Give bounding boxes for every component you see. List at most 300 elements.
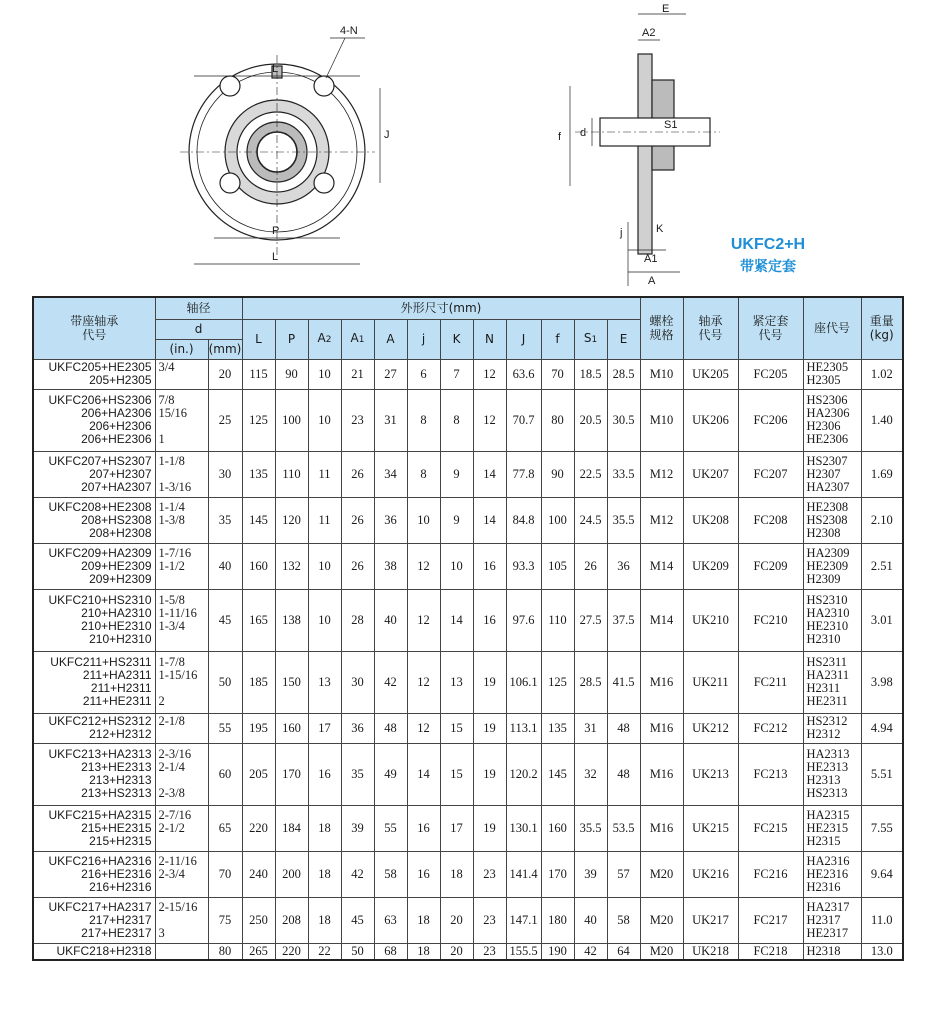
cell-dim: 13: [308, 651, 341, 713]
cell-dim: 16: [407, 805, 440, 851]
model-subtitle: 带紧定套: [740, 259, 796, 275]
cell-dim: 138: [275, 589, 308, 651]
inch-size: 2-11/16: [158, 853, 197, 868]
cell-dim: 18: [440, 851, 473, 897]
cell-dim: 36: [341, 713, 374, 743]
cell-dim: 6: [407, 359, 440, 389]
cell-dim: 100: [275, 389, 308, 451]
header-col-L: L: [242, 319, 275, 359]
label-j: j: [620, 227, 623, 239]
cell-dim: 97.6: [506, 589, 541, 651]
cell-dim: 57: [607, 851, 640, 897]
bearing-model: 205+H2305: [89, 373, 152, 387]
cell-dim: 105: [541, 543, 574, 589]
cell-dim: 55: [374, 805, 407, 851]
cell-dim: 35: [341, 743, 374, 805]
cell-inch: [155, 943, 208, 960]
cell-bearing-model: [33, 589, 155, 651]
cell-dim: 70.7: [506, 389, 541, 451]
cell-dim: 58: [374, 851, 407, 897]
cell-dim: 42: [341, 851, 374, 897]
header-col-j: j: [407, 319, 440, 359]
cell-dim: 113.1: [506, 713, 541, 743]
cell-sleeve: FC208: [738, 497, 803, 543]
label-holes: 4-N: [340, 25, 358, 37]
inch-size: [159, 728, 208, 741]
cell-inch: [155, 543, 208, 589]
bearing-model: 217+HE2317: [81, 925, 152, 940]
label-P: P: [272, 225, 280, 237]
cell-inch: [155, 851, 208, 897]
cell-bearing-code: UK208: [683, 497, 738, 543]
seat-code: H2311: [806, 681, 841, 695]
inch-size: [159, 835, 208, 848]
seat-code: HA2317: [806, 899, 850, 914]
inch-size: 1-3/8: [158, 512, 185, 527]
cell-dim: 12: [473, 389, 506, 451]
bearing-model: 208+H2308: [89, 525, 152, 540]
cell-bolt: M14: [640, 543, 683, 589]
label-E: E: [662, 3, 670, 15]
bearing-model: UKFC217+HA2317: [48, 899, 152, 914]
cell-dim: 26: [341, 451, 374, 497]
seat-code: HA2309: [806, 545, 850, 560]
cell-mm: 70: [208, 851, 242, 897]
cell-sleeve: FC216: [738, 851, 803, 897]
header-bearing-model: 带座轴承 代号: [33, 297, 155, 359]
bearing-model: 207+H2307: [89, 466, 152, 481]
cell-sleeve: FC205: [738, 359, 803, 389]
cell-dim: 110: [275, 451, 308, 497]
seat-code: HS2306: [806, 393, 848, 407]
cell-dim: 36: [607, 543, 640, 589]
seat-code: H2308: [806, 525, 841, 540]
bearing-model: UKFC207+HS2307: [48, 453, 152, 468]
cell-seat: [803, 589, 861, 651]
cell-dim: 160: [541, 805, 574, 851]
cell-seat: [803, 897, 861, 943]
table-row: [33, 805, 903, 851]
cell-dim: 23: [341, 389, 374, 451]
cell-dim: 21: [341, 359, 374, 389]
cell-bolt: M12: [640, 497, 683, 543]
cell-dim: 106.1: [506, 651, 541, 713]
label-L-bottom: L: [272, 251, 279, 263]
cell-dim: 77.8: [506, 451, 541, 497]
bearing-model: 211+HE2311: [82, 694, 152, 708]
cell-seat: [803, 805, 861, 851]
header-dimensions: 外形尺寸(mm): [242, 297, 640, 319]
cell-dim: 18: [407, 897, 440, 943]
header-col-N: N: [473, 319, 506, 359]
cell-bolt: M16: [640, 651, 683, 713]
cell-dim: 40: [574, 897, 607, 943]
cell-dim: 14: [407, 743, 440, 805]
cell-dim: 39: [574, 851, 607, 897]
bearing-model: 206+H2306: [89, 419, 152, 433]
cell-seat: [803, 713, 861, 743]
inch-size: 2-1/4: [158, 760, 185, 774]
cell-dim: 160: [242, 543, 275, 589]
inch-size: 1-11/16: [158, 606, 197, 620]
inch-size: 1-1/4: [158, 499, 185, 514]
seat-code: HE2315: [806, 820, 849, 835]
bearing-model: 212+H2312: [89, 727, 152, 741]
seat-code: HE2317: [806, 925, 849, 940]
cell-inch: [155, 389, 208, 451]
cell-mm: 35: [208, 497, 242, 543]
table-row: [33, 389, 903, 451]
label-L-top: L: [272, 63, 279, 75]
cell-dim: 34: [374, 451, 407, 497]
seat-code: HS2311: [806, 655, 848, 669]
inch-size: 3/4: [158, 360, 175, 374]
cell-sleeve: FC212: [738, 713, 803, 743]
cell-dim: 35.5: [607, 497, 640, 543]
header-col-J: J: [506, 319, 541, 359]
cell-dim: 184: [275, 805, 308, 851]
seat-code: HS2310: [806, 593, 848, 607]
cell-dim: 155.5: [506, 943, 541, 960]
cell-dim: 20: [440, 943, 473, 960]
cell-bolt: M16: [640, 805, 683, 851]
cell-bearing-code: UK218: [683, 943, 738, 960]
cell-bearing-model: [33, 743, 155, 805]
cell-mm: 50: [208, 651, 242, 713]
seat-code: HE2310: [806, 619, 849, 633]
bearing-model: UKFC208+HE2308: [48, 499, 152, 514]
seat-code: HE2313: [806, 760, 849, 774]
cell-dim: 23: [473, 851, 506, 897]
cell-dim: 48: [607, 743, 640, 805]
cell-dim: 10: [308, 389, 341, 451]
header-inch-unit: (in.): [155, 339, 208, 359]
bearing-model: UKFC210+HS2310: [48, 593, 152, 607]
header-col-E: E: [607, 319, 640, 359]
cell-dim: 11: [308, 451, 341, 497]
inch-size: [159, 633, 208, 646]
inch-size: [159, 527, 208, 540]
cell-dim: 16: [407, 851, 440, 897]
table-row: [33, 451, 903, 497]
cell-dim: 195: [242, 713, 275, 743]
table-row: [33, 359, 903, 389]
cell-bearing-code: UK217: [683, 897, 738, 943]
cell-dim: 26: [574, 543, 607, 589]
cell-mm: 80: [208, 943, 242, 960]
header-weight: 重量 (kg): [861, 297, 903, 359]
cell-inch: [155, 497, 208, 543]
label-A1: A1: [644, 253, 658, 265]
cell-dim: 40: [374, 589, 407, 651]
cell-dim: 35.5: [574, 805, 607, 851]
cell-bolt: M16: [640, 713, 683, 743]
cell-dim: 100: [541, 497, 574, 543]
cell-dim: 42: [374, 651, 407, 713]
seat-code: HS2308: [806, 512, 848, 527]
inch-size: [159, 881, 208, 894]
seat-code: H2312: [806, 727, 841, 741]
cell-bolt: M16: [640, 743, 683, 805]
cell-weight: 5.51: [861, 743, 903, 805]
cell-dim: 31: [374, 389, 407, 451]
cell-dim: 48: [607, 713, 640, 743]
header-col-K: K: [440, 319, 473, 359]
seat-code: HA2315: [806, 807, 850, 822]
cell-mm: 20: [208, 359, 242, 389]
cell-inch: [155, 743, 208, 805]
bearing-model: UKFC211+HS2311: [50, 655, 152, 669]
cell-dim: 120: [275, 497, 308, 543]
cell-dim: 8: [407, 389, 440, 451]
cell-dim: 120.2: [506, 743, 541, 805]
bearing-model: UKFC205+HE2305: [48, 360, 152, 374]
label-A2: A2: [642, 27, 656, 39]
spec-table: [32, 296, 904, 961]
bearing-model: UKFC213+HA2313: [48, 747, 152, 761]
cell-dim: 27: [374, 359, 407, 389]
cell-dim: 19: [473, 651, 506, 713]
cell-dim: 125: [242, 389, 275, 451]
cell-dim: 39: [341, 805, 374, 851]
cell-bolt: M10: [640, 359, 683, 389]
cell-dim: 17: [308, 713, 341, 743]
label-A: A: [648, 275, 656, 287]
bearing-model: 213+HE2313: [81, 760, 152, 774]
cell-mm: 65: [208, 805, 242, 851]
cell-dim: 84.8: [506, 497, 541, 543]
cell-sleeve: FC217: [738, 897, 803, 943]
cell-dim: 220: [275, 943, 308, 960]
cell-mm: 45: [208, 589, 242, 651]
cell-weight: 13.0: [861, 943, 903, 960]
cell-dim: 12: [407, 543, 440, 589]
seat-code: HE2309: [806, 558, 849, 573]
cell-dim: 18: [308, 897, 341, 943]
cell-seat: [803, 743, 861, 805]
inch-size: 1-5/8: [158, 593, 185, 607]
inch-size: [159, 468, 208, 481]
cell-dim: 18: [407, 943, 440, 960]
cell-dim: 130.1: [506, 805, 541, 851]
cell-dim: 141.4: [506, 851, 541, 897]
cell-mm: 60: [208, 743, 242, 805]
bearing-model: 206+HA2306: [81, 406, 152, 420]
seat-code: HA2316: [806, 853, 850, 868]
cell-dim: 12: [473, 359, 506, 389]
cell-dim: 16: [473, 543, 506, 589]
cell-bearing-model: [33, 851, 155, 897]
inch-size: [159, 573, 208, 586]
label-S1: S1: [664, 119, 678, 131]
inch-size: 2-15/16: [158, 899, 198, 914]
cell-weight: 3.98: [861, 651, 903, 713]
cell-bearing-code: UK206: [683, 389, 738, 451]
cell-dim: 27.5: [574, 589, 607, 651]
inch-size: 2-3/8: [158, 786, 185, 800]
cell-dim: 200: [275, 851, 308, 897]
cell-dim: 190: [541, 943, 574, 960]
seat-code: HS2307: [806, 453, 848, 468]
table-row: [33, 743, 903, 805]
seat-code: HA2311: [806, 668, 850, 682]
seat-code: H2317: [806, 912, 841, 927]
cell-dim: 180: [541, 897, 574, 943]
inch-size: 2-1/8: [158, 714, 185, 728]
cell-bearing-model: [33, 943, 155, 960]
cell-dim: 12: [407, 589, 440, 651]
cell-dim: 26: [341, 497, 374, 543]
seat-code: HA2313: [806, 747, 850, 761]
table-row: [33, 543, 903, 589]
cell-dim: 23: [473, 897, 506, 943]
cell-dim: 8: [440, 389, 473, 451]
inch-size: [159, 420, 208, 433]
cell-dim: 80: [541, 389, 574, 451]
cell-bolt: M10: [640, 389, 683, 451]
header-bolt: 螺栓 规格: [640, 297, 683, 359]
cell-dim: 33.5: [607, 451, 640, 497]
inch-size: 2-7/16: [158, 807, 192, 822]
bearing-model: 210+HA2310: [81, 606, 152, 620]
cell-weight: 1.40: [861, 389, 903, 451]
cell-inch: [155, 805, 208, 851]
cell-dim: 8: [407, 451, 440, 497]
cell-mm: 40: [208, 543, 242, 589]
cell-dim: 31: [574, 713, 607, 743]
bearing-model: 211+H2311: [90, 681, 152, 695]
cell-bearing-model: [33, 359, 155, 389]
bearing-model: UKFC218+H2318: [56, 943, 152, 958]
inch-size: 1-3/4: [158, 619, 185, 633]
cell-dim: 15: [440, 743, 473, 805]
seat-code: H2315: [806, 833, 841, 848]
cell-dim: 63: [374, 897, 407, 943]
cell-dim: 170: [541, 851, 574, 897]
label-K: K: [656, 223, 664, 235]
cell-dim: 63.6: [506, 359, 541, 389]
cell-dim: 170: [275, 743, 308, 805]
cell-bolt: M20: [640, 943, 683, 960]
cell-dim: 41.5: [607, 651, 640, 713]
cell-dim: 16: [308, 743, 341, 805]
cell-dim: 49: [374, 743, 407, 805]
bearing-model: 215+H2315: [89, 833, 152, 848]
cell-dim: 90: [541, 451, 574, 497]
cell-bearing-model: [33, 389, 155, 451]
cell-dim: 23: [473, 943, 506, 960]
cell-seat: [803, 543, 861, 589]
cell-dim: 37.5: [607, 589, 640, 651]
cell-mm: 75: [208, 897, 242, 943]
cell-dim: 18: [308, 805, 341, 851]
cell-bearing-code: UK211: [683, 651, 738, 713]
seat-code: H2307: [806, 466, 841, 481]
cell-inch: [155, 359, 208, 389]
cell-dim: 11: [308, 497, 341, 543]
inch-size: [159, 682, 208, 695]
table-row: [33, 497, 903, 543]
seat-code: HE2311: [806, 694, 848, 708]
cell-dim: 185: [242, 651, 275, 713]
bearing-model: 209+HE2309: [81, 558, 152, 573]
label-f: f: [558, 131, 562, 143]
seat-code: HE2316: [806, 866, 849, 881]
cell-bearing-model: [33, 543, 155, 589]
inch-size: 1-7/16: [158, 545, 192, 560]
bearing-model: 210+H2310: [89, 632, 152, 646]
cell-dim: 18: [308, 851, 341, 897]
cell-sleeve: FC218: [738, 943, 803, 960]
cell-mm: 55: [208, 713, 242, 743]
cell-dim: 17: [440, 805, 473, 851]
cell-dim: 15: [440, 713, 473, 743]
cell-weight: 3.01: [861, 589, 903, 651]
cell-bearing-code: UK216: [683, 851, 738, 897]
cell-dim: 9: [440, 451, 473, 497]
bearing-model: UKFC215+HA2315: [48, 807, 152, 822]
inch-size: 2-3/16: [158, 747, 192, 761]
cell-dim: 70: [541, 359, 574, 389]
bearing-model: 213+H2313: [89, 773, 152, 787]
cell-weight: 1.02: [861, 359, 903, 389]
bearing-model: UKFC216+HA2316: [48, 853, 152, 868]
cell-dim: 10: [407, 497, 440, 543]
cell-sleeve: FC211: [738, 651, 803, 713]
cell-bearing-model: [33, 897, 155, 943]
seat-code: H2310: [806, 632, 841, 646]
seat-code: HS2312: [806, 714, 848, 728]
cell-dim: 14: [473, 451, 506, 497]
cell-weight: 1.69: [861, 451, 903, 497]
cell-inch: [155, 897, 208, 943]
cell-dim: 90: [275, 359, 308, 389]
cell-weight: 7.55: [861, 805, 903, 851]
header-mm-unit: (mm): [208, 339, 242, 359]
cell-inch: [155, 589, 208, 651]
cell-dim: 32: [574, 743, 607, 805]
cell-seat: [803, 851, 861, 897]
cell-sleeve: FC207: [738, 451, 803, 497]
cell-dim: 48: [374, 713, 407, 743]
cell-dim: 38: [374, 543, 407, 589]
cell-bearing-model: [33, 651, 155, 713]
bearing-model: UKFC206+HS2306: [48, 393, 152, 407]
cell-bearing-model: [33, 805, 155, 851]
cell-bearing-code: UK207: [683, 451, 738, 497]
cell-dim: 10: [308, 589, 341, 651]
inch-size: 1-15/16: [158, 668, 198, 682]
bearing-model: 215+HE2315: [81, 820, 152, 835]
cell-sleeve: FC209: [738, 543, 803, 589]
cell-dim: 42: [574, 943, 607, 960]
seat-code: HE2306: [806, 432, 849, 446]
cell-dim: 19: [473, 713, 506, 743]
header-bearing-code: 轴承 代号: [683, 297, 738, 359]
cell-dim: 22: [308, 943, 341, 960]
cell-inch: [155, 713, 208, 743]
header-col-S1: S1: [574, 319, 607, 359]
inch-size: [159, 945, 208, 958]
cell-dim: 50: [341, 943, 374, 960]
seat-code: H2318: [806, 943, 841, 958]
cell-sleeve: FC215: [738, 805, 803, 851]
cell-dim: 10: [308, 543, 341, 589]
table-row: [33, 713, 903, 743]
seat-code: H2306: [806, 419, 841, 433]
cell-dim: 145: [541, 743, 574, 805]
cell-dim: 20: [440, 897, 473, 943]
